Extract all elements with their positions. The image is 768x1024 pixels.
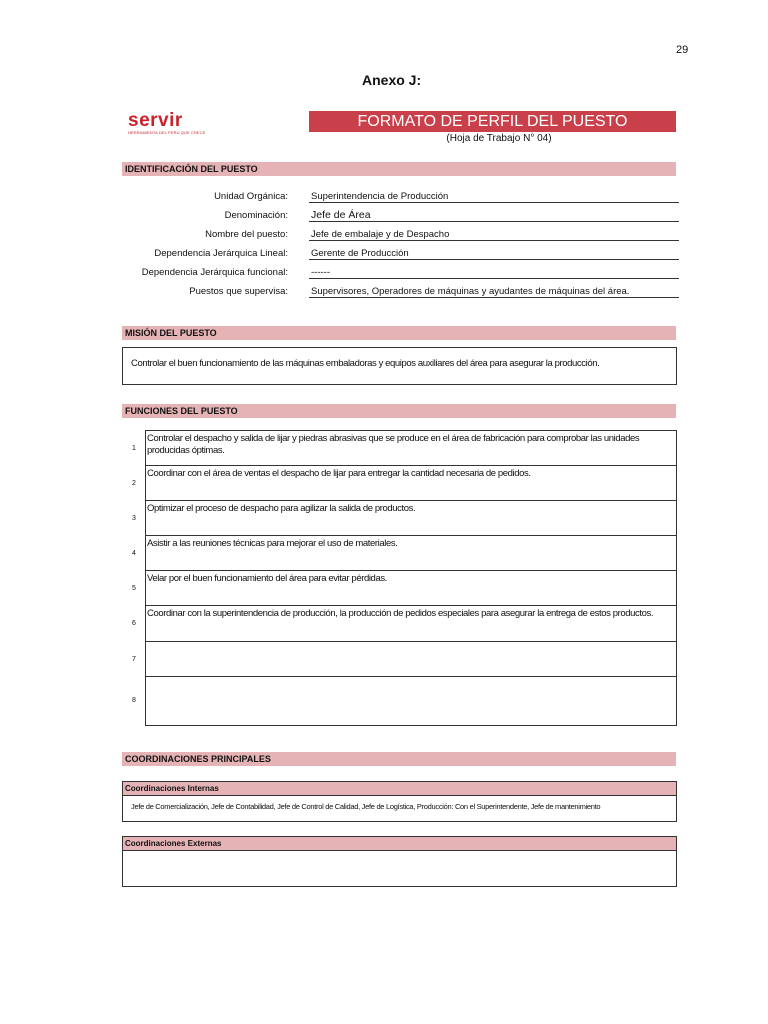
functions-header: FUNCIONES DEL PUESTO: [122, 404, 676, 418]
field-value-dependencia-lineal: Gerente de Producción: [309, 247, 679, 260]
logo-wordmark: servir: [128, 110, 183, 131]
form-subtitle: (Hoja de Trabajo N° 04): [446, 133, 552, 144]
function-row: Controlar el despacho y salida de lijar y piedras abrasivas que se produce en el área de fabricación para comprobar las unidades producidas óptimas.: [145, 430, 677, 466]
field-label-nombre: Nombre del puesto:: [205, 229, 288, 240]
external-coordinations-text: [122, 851, 677, 887]
field-label-dependencia-lineal: Dependencia Jerárquica Lineal:: [154, 248, 288, 259]
function-row: Asistir a las reuniones técnicas para mejorar el uso de materiales.: [145, 535, 677, 571]
function-number: 2: [132, 480, 136, 487]
internal-coordinations-header: Coordinaciones Internas: [122, 781, 677, 796]
field-value-dependencia-funcional: ------: [309, 266, 679, 279]
field-value-unidad: Superintendencia de Producción: [309, 190, 679, 203]
function-row: Coordinar con la superintendencia de producción, la producción de pedidos especiales para asegurar la entrega de estos productos.: [145, 605, 677, 642]
external-coordinations-header: Coordinaciones Externas: [122, 836, 677, 851]
field-value-puestos-supervisa: Supervisores, Operadores de máquinas y ayudantes de máquinas del área.: [309, 285, 679, 298]
function-number: 6: [132, 620, 136, 627]
function-number: 1: [132, 445, 136, 452]
field-label-puestos-supervisa: Puestos que supervisa:: [189, 286, 288, 297]
internal-coordinations-text: Jefe de Comercialización, Jefe de Contabilidad, Jefe de Control de Calidad, Jefe de Logística, Producción: Con el Superintendente, Jefe de mantenimiento: [122, 796, 677, 822]
mission-box: [122, 347, 677, 385]
function-number: 4: [132, 550, 136, 557]
field-value-nombre: Jefe de embalaje y de Despacho: [309, 228, 679, 241]
page-number: 29: [676, 44, 689, 56]
annex-title: Anexo J:: [362, 72, 422, 88]
coordinations-header: COORDINACIONES PRINCIPALES: [122, 752, 676, 766]
function-number: 5: [132, 585, 136, 592]
servir-logo: [128, 112, 218, 134]
field-label-denominacion: Denominación:: [224, 210, 288, 221]
function-number: 8: [132, 697, 136, 704]
mission-text: Controlar el buen funcionamiento de las máquinas embaladoras y equipos auxiliares del área para asegurar la producción.: [131, 358, 600, 369]
function-row: [145, 676, 677, 726]
field-label-dependencia-funcional: Dependencia Jerárquica funcional:: [141, 267, 288, 278]
function-number: 3: [132, 515, 136, 522]
logo-tagline: HERRAMIENTA DEL PERÚ QUE CRECE: [128, 130, 206, 135]
field-value-denominacion: Jefe de Área: [309, 209, 679, 222]
mission-header: MISIÓN DEL PUESTO: [122, 326, 676, 340]
function-row: Velar por el buen funcionamiento del área para evitar pérdidas.: [145, 570, 677, 606]
identification-header: IDENTIFICACIÓN DEL PUESTO: [122, 162, 676, 176]
function-row: Coordinar con el área de ventas el despacho de lijar para entregar la cantidad necesaria de pedidos.: [145, 465, 677, 501]
field-label-unidad: Unidad Orgánica:: [214, 191, 288, 202]
form-title: FORMATO DE PERFIL DEL PUESTO: [309, 111, 676, 132]
function-row: [145, 641, 677, 677]
function-number: 7: [132, 656, 136, 663]
function-row: Optimizar el proceso de despacho para agilizar la salida de productos.: [145, 500, 677, 536]
